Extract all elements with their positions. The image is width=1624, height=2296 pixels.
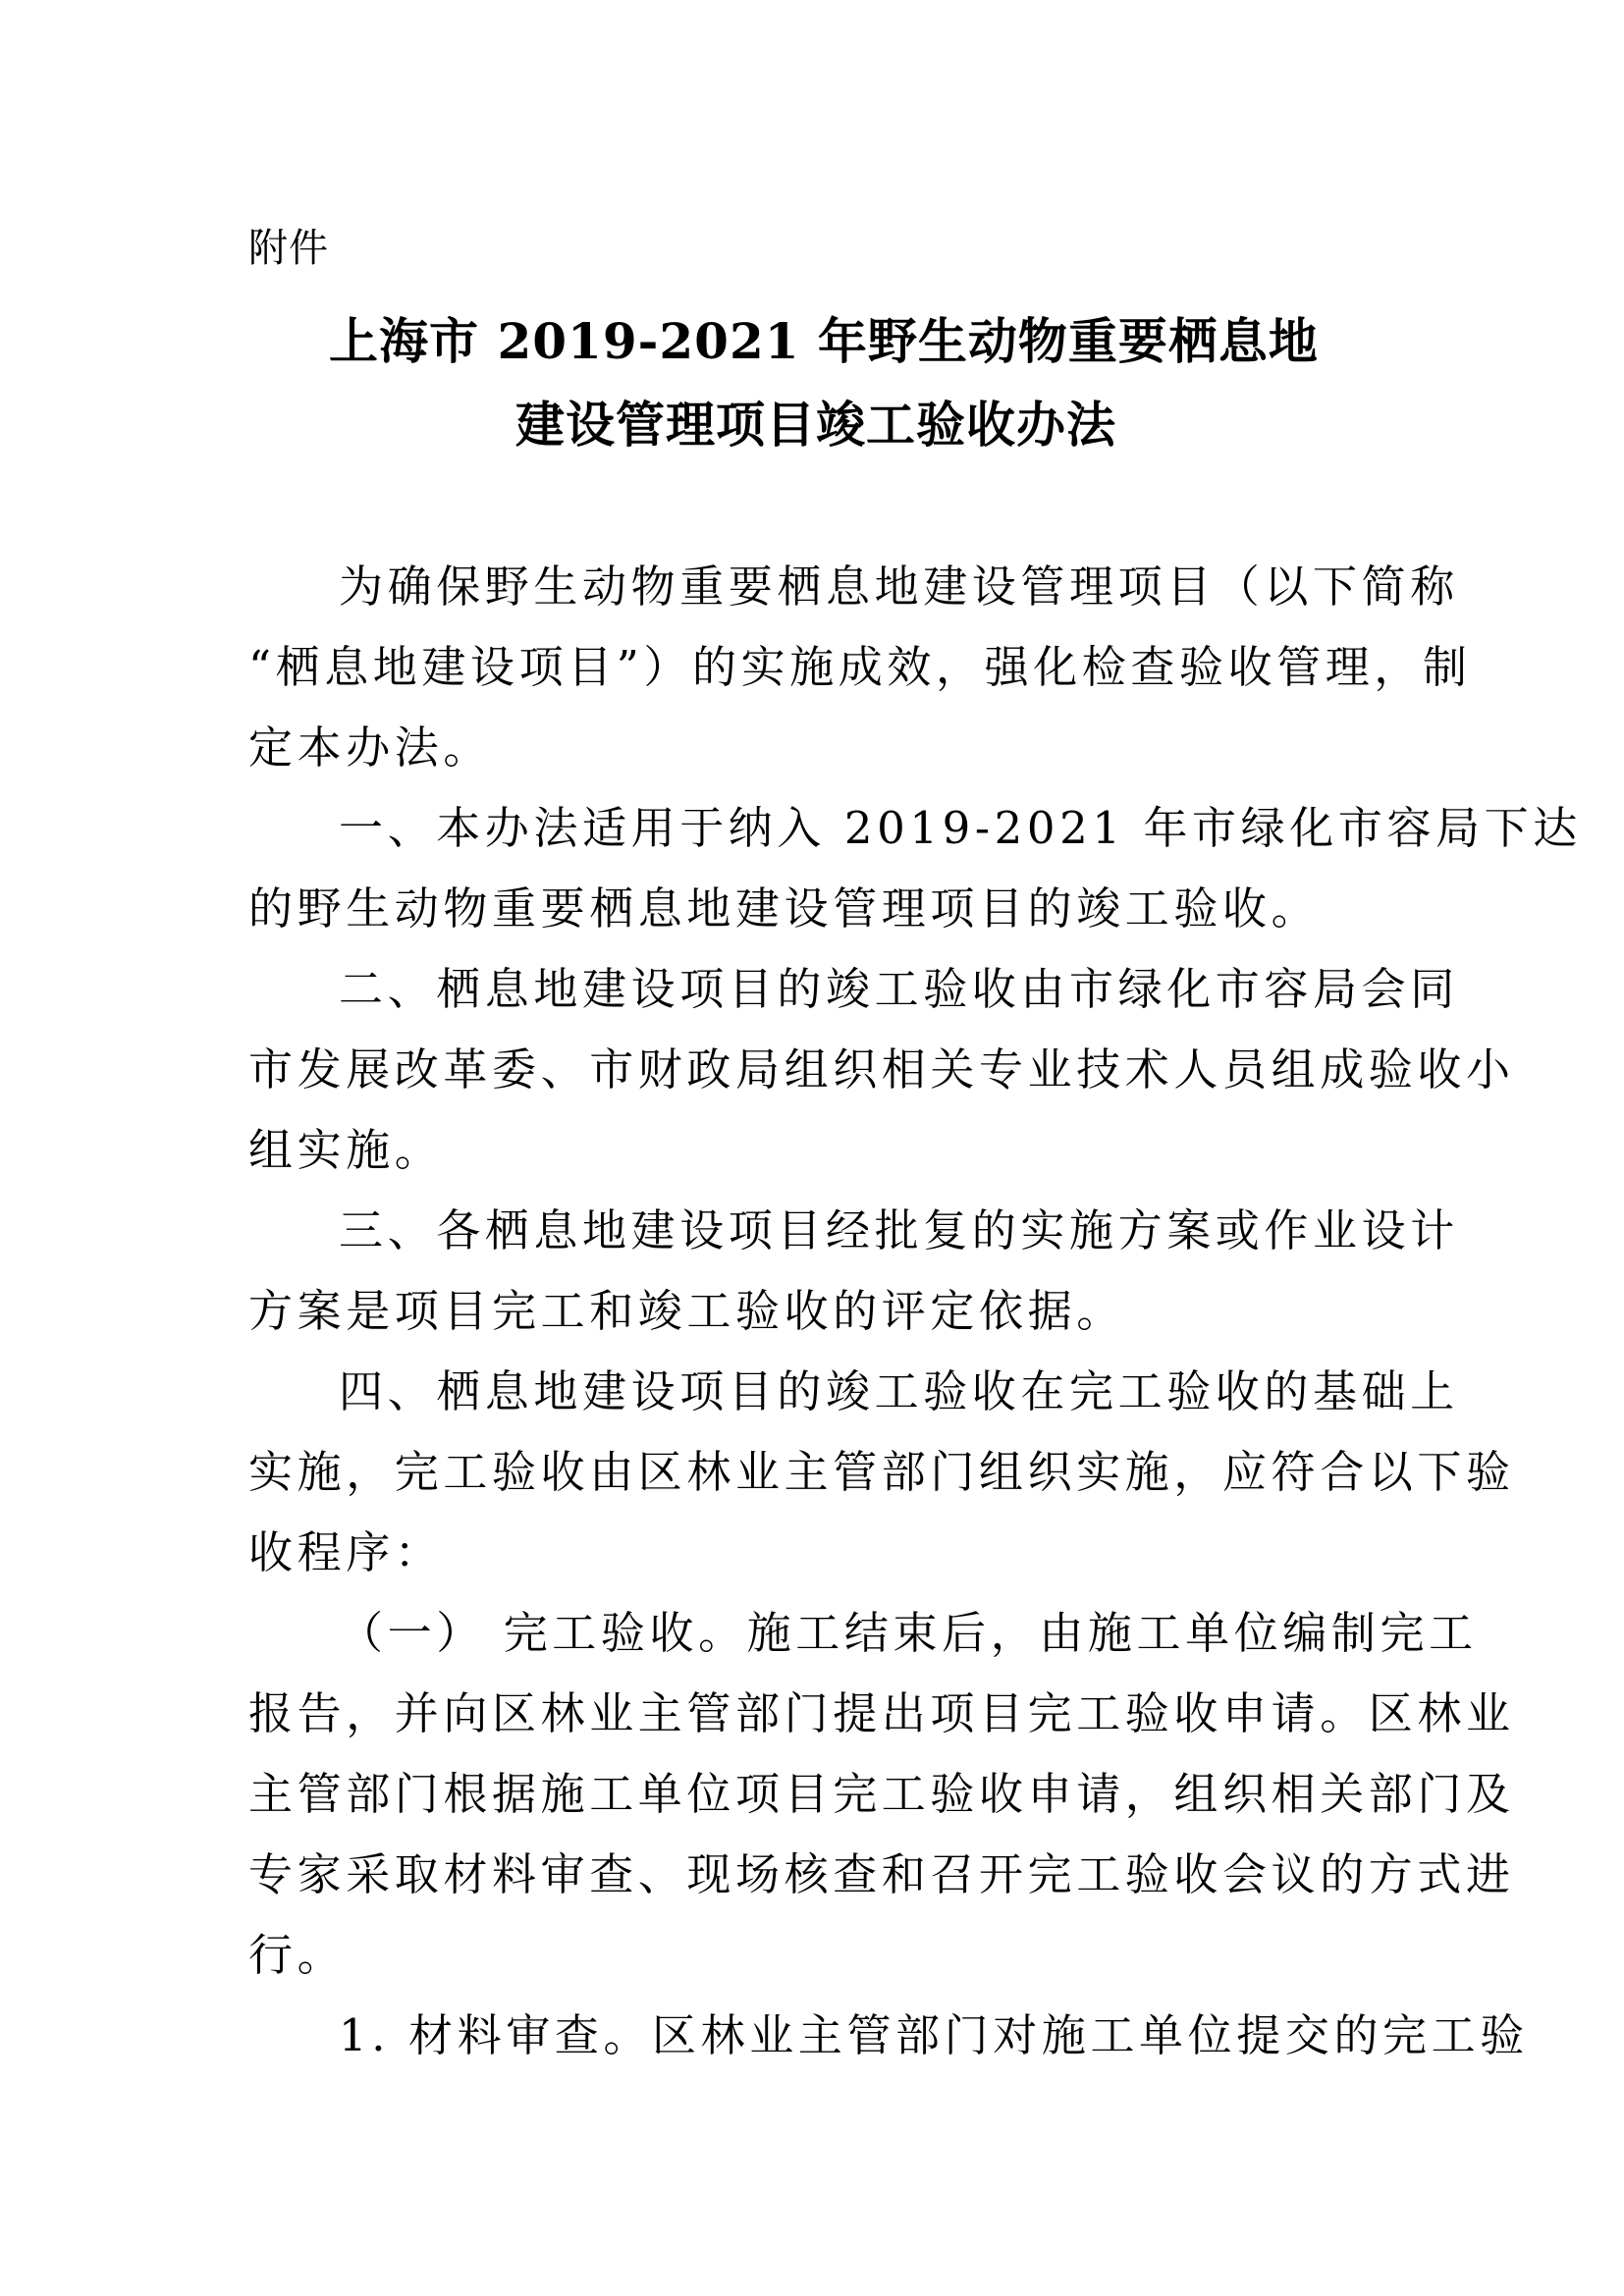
body-line: 实施，完工验收由区林业主管部门组织实施，应符合以下验 (248, 1446, 1515, 1498)
body-line: 三、各栖息地建设项目经批复的实施方案或作业设计 (339, 1204, 1459, 1256)
body-line: 收程序： (248, 1526, 444, 1578)
body-line: 为确保野生动物重要栖息地建设管理项目（以下简称 (339, 561, 1459, 613)
attachment-label: 附件 (248, 226, 329, 271)
body-line: 二、栖息地建设项目的竣工验收由市绿化市容局会同 (339, 963, 1459, 1015)
body-line: 专家采取材料审查、现场核查和召开完工验收会议的方式进 (248, 1848, 1515, 1900)
body-line: 市发展改革委、市财政局组织相关专业技术人员组成验收小 (248, 1043, 1515, 1095)
body-line: 方案是项目完工和竣工验收的评定依据。 (248, 1285, 1125, 1337)
body-line: 一、本办法适用于纳入 2019-2021 年市绿化市容局下达 (339, 802, 1582, 854)
body-line: 定本办法。 (248, 721, 493, 774)
document-title-line-1: 上海市 2019-2021 年野生动物重要栖息地 (329, 312, 1319, 370)
body-line: （一） 完工验收。施工结束后，由施工单位编制完工 (339, 1607, 1478, 1659)
body-line: “栖息地建设项目”）的实施成效，强化检查验收管理，制 (248, 641, 1472, 693)
body-line: 四、栖息地建设项目的竣工验收在完工验收的基础上 (339, 1365, 1459, 1417)
body-line: 主管部门根据施工单位项目完工验收申请，组织相关部门及 (248, 1768, 1515, 1820)
body-line: 1. 材料审查。区林业主管部门对施工单位提交的完工验 (339, 2009, 1529, 2061)
body-line: 组实施。 (248, 1124, 444, 1176)
body-line: 报告，并向区林业主管部门提出项目完工验收申请。区林业 (248, 1687, 1515, 1739)
body-line: 行。 (248, 1929, 347, 1981)
document-title-line-2: 建设管理项目竣工验收办法 (515, 396, 1116, 454)
body-line: 的野生动物重要栖息地建设管理项目的竣工验收。 (248, 882, 1321, 934)
